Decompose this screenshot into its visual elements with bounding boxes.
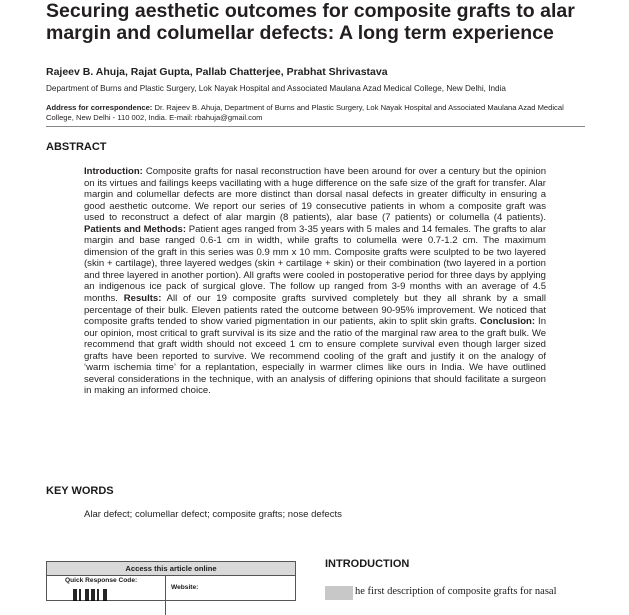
correspondence-text: Dr. Rajeev B. Ahuja, Department of Burns and Plastic Surgery, Lok Nayak Hospital and Associated Maulana Azad Medical College, New Delhi - 110 002, India. E-mail: rbahuja@gmail.com (46, 103, 564, 122)
author-list: Rajeev B. Ahuja, Rajat Gupta, Pallab Chatterjee, Prabhat Shrivastava (46, 66, 388, 78)
abstract-methods-text: Patient ages ranged from 3-35 years with 5 males and 14 females. The grafts to alar margin and base ranged 0.6-1 cm in width, while grafts to columella were 0.7-1.2 cm. The maximum dimension of the graft in this series was 0.9 mm x 10 mm. Composite grafts were sculpted to be two layered (skin + cartilage), three layered wedges (skin + cartilage + skin) or their combination (two layered in a portion and three layered in another portion). All grafts were cooled in postoperative period for three days by applying an indigenous ice pack of surgical glove. The follow up ranged from 3-9 months with an average of 4.5 months. (84, 223, 547, 305)
introduction-text: he first description of composite grafts for nasal (355, 586, 557, 597)
correspondence-address (46, 103, 591, 122)
introduction-first-line (325, 586, 595, 600)
access-box-heading: Access this article online (47, 562, 295, 576)
abstract-results-label: Results: (123, 293, 162, 305)
access-article-box (46, 561, 296, 601)
introduction-heading: INTRODUCTION (325, 558, 410, 570)
abstract-body (84, 166, 546, 397)
website-label: Website: (171, 584, 199, 591)
abstract-conclusion-label: Conclusion: (479, 316, 536, 328)
author-affiliation: Department of Burns and Plastic Surgery, Lok Nayak Hospital and Associated Maulana Azad Medical College, New Delhi, India (46, 84, 506, 93)
abstract-conclusion-text: In our opinion, most critical to graft survival is its size and the ratio of the marginal raw area to the graft bulk. We recommend that graft width should not exceed 1 cm to ensure complete survival even though larger sized grafts have been reported to survive. We recommend cooling of the graft and justify it on the analogy of ‘warm ischemia time’ for a replantation, especially in warmer climes like ours in India. We have outlined several considerations in the technique, with an analysis of differing opinions that should facilitate a surgeon in making an informed choice. (84, 316, 547, 397)
keywords-heading: KEY WORDS (46, 485, 114, 497)
keywords-text: Alar defect; columellar defect; composite grafts; nose defects (84, 509, 342, 520)
abstract-intro-text: Composite grafts for nasal reconstruction have been around for over a century but the opinion on its virtues and failings keeps vacillating with a huge difference on the safe size of the graft for transfer. Alar margin and columellar defects are more distinct than dorsal nasal defects in greater difficulty in ensuring a good aesthetic outcome. We report our series of 19 consecutive patients in whom a composite graft was used to reconstruct a defect of alar margin (8 patients), alar base (7 patients) or columella (4 patients). (84, 166, 546, 224)
abstract-heading: ABSTRACT (46, 141, 107, 153)
article-title: Securing aesthetic outcomes for composite grafts to alar margin and columellar defects: A long term experience (46, 0, 575, 44)
correspondence-label: Address for correspondence: (46, 103, 153, 112)
abstract-methods-label: Patients and Methods: (84, 223, 187, 235)
qr-code-label: Quick Response Code: (65, 577, 138, 584)
access-box-divider (165, 575, 166, 615)
header-divider (46, 126, 585, 127)
abstract-intro-label: Introduction: (84, 166, 143, 177)
drop-cap-icon (325, 586, 353, 600)
qr-code-icon (73, 589, 107, 601)
abstract-results-text: All of our 19 composite grafts survived completely but they all shrank by a small percentage of their bulk. Eleven patients rated the outcome between 90-95% improvement. We noticed that composite grafts tended to show varied pigmentation in our patients, akin to split skin grafts. (84, 293, 546, 328)
